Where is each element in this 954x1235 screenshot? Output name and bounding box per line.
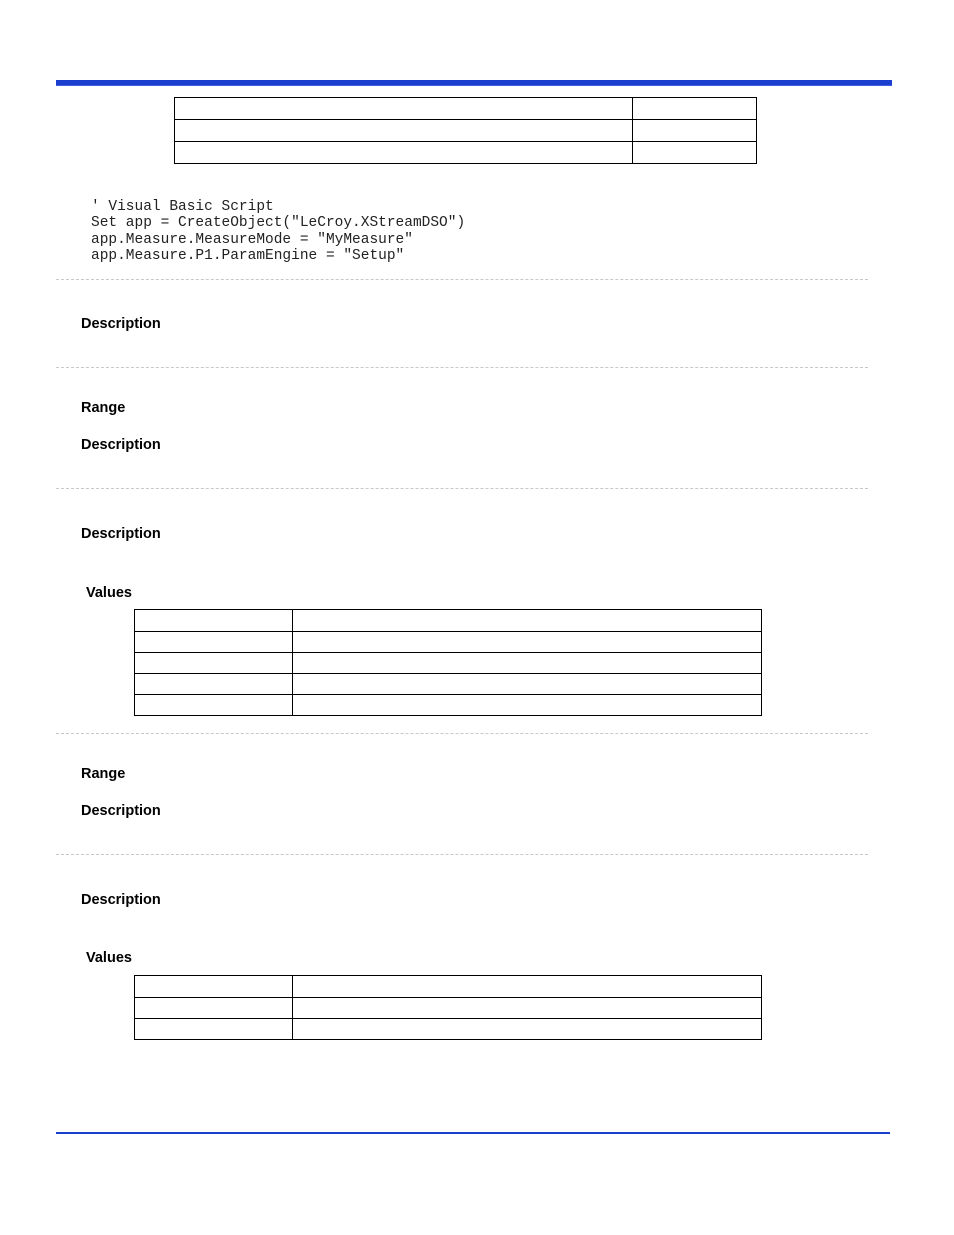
header-rule-shadow xyxy=(56,85,892,86)
table-cell xyxy=(293,998,762,1019)
values-heading: Values xyxy=(86,585,132,601)
table-cell xyxy=(175,142,633,164)
top-table xyxy=(174,97,757,164)
table-cell xyxy=(293,632,762,653)
table-cell xyxy=(135,1019,293,1040)
table-cell xyxy=(135,610,293,632)
code-line: app.Measure.P1.ParamEngine = "Setup" xyxy=(91,248,405,265)
table-cell xyxy=(135,632,293,653)
table-cell xyxy=(293,674,762,695)
table-cell xyxy=(175,120,633,142)
description-heading: Description xyxy=(81,892,161,908)
description-heading: Description xyxy=(81,803,161,819)
code-line: app.Measure.MeasureMode = "MyMeasure" xyxy=(91,231,413,248)
description-heading: Description xyxy=(81,437,161,453)
table-cell xyxy=(293,653,762,674)
footer-rule xyxy=(56,1132,890,1134)
description-heading: Description xyxy=(81,526,161,542)
table-cell xyxy=(135,998,293,1019)
values-heading: Values xyxy=(86,950,132,966)
table-cell xyxy=(293,695,762,716)
table-cell xyxy=(633,120,757,142)
table-cell xyxy=(633,142,757,164)
table-cell xyxy=(135,695,293,716)
table-cell xyxy=(293,1019,762,1040)
table-cell xyxy=(135,674,293,695)
table-cell xyxy=(135,976,293,998)
code-line: Set app = CreateObject("LeCroy.XStreamDSO") xyxy=(91,215,466,232)
values-table xyxy=(134,609,762,716)
section-divider xyxy=(56,733,868,734)
code-block xyxy=(91,199,465,265)
table-cell xyxy=(633,98,757,120)
section-divider xyxy=(56,279,868,280)
range-heading: Range xyxy=(81,766,126,782)
table-cell xyxy=(293,976,762,998)
table-cell xyxy=(135,653,293,674)
description-heading: Description xyxy=(81,316,161,332)
section-divider xyxy=(56,367,868,368)
section-divider xyxy=(56,854,868,855)
values-table xyxy=(134,975,762,1040)
section-divider xyxy=(56,488,868,489)
table-cell xyxy=(293,610,762,632)
table-cell xyxy=(175,98,633,120)
code-line: ' Visual Basic Script xyxy=(91,199,274,215)
range-heading: Range xyxy=(81,400,126,416)
